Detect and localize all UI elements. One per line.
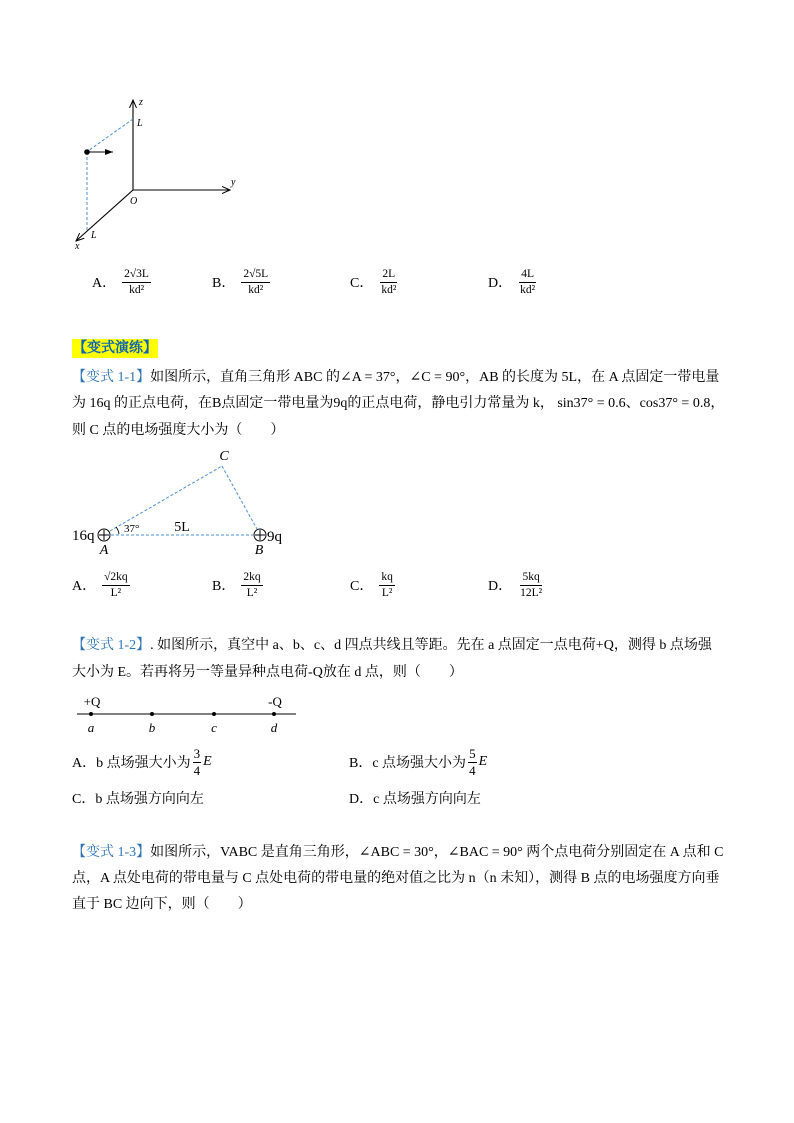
variant-1-2-line-2: 大小为 E。若再将另一等量异种点电荷-Q放在 d 点，则（ ）: [72, 665, 463, 680]
option-suffix: E: [203, 754, 212, 769]
fraction-denominator: L²: [110, 586, 122, 599]
variant-1-3-line-2: 点，A 点处电荷的带电量与 C 点处电荷的带电量的绝对值之比为 n（n 未知），测得 B 点的电场强度方向垂: [72, 871, 720, 886]
z-axis-label: z: [139, 97, 143, 108]
variant-1-1-option-d: [488, 570, 544, 600]
charge-a-label: 16q: [72, 528, 95, 544]
side-cb: [222, 466, 257, 529]
prev-option-b: [212, 267, 270, 297]
point-b-label: b: [148, 720, 156, 735]
option-fraction: [241, 268, 270, 297]
variant-1-1-option-c: [350, 570, 395, 600]
fraction-denominator: L²: [246, 586, 258, 599]
option-letter: D．: [488, 276, 513, 291]
fraction-denominator: kd²: [520, 283, 536, 296]
collinear-points-figure: [70, 690, 305, 738]
point-d-label: d: [270, 720, 278, 735]
prev-option-a: [92, 267, 151, 297]
option-fraction: [518, 268, 537, 297]
x-axis-label: x: [75, 241, 80, 252]
option-fraction: [468, 747, 477, 778]
point-a-dot: [89, 712, 93, 716]
variant-1-1-option-b: [212, 570, 263, 600]
angle-a-label: 37°: [124, 523, 140, 535]
option-suffix: E: [478, 754, 488, 769]
question-text: . 如图所示，真空中 a、b、c、d 四点共线且等距。先在 a 点固定一点电荷+Q，测得 b 点场强: [150, 638, 712, 653]
fraction-numerator: 5kq: [520, 571, 541, 586]
fraction-denominator: 4: [469, 762, 476, 778]
variant-1-1-line-2: 为 16q 的正点电荷，在B点固定一带电量为9q的正点电荷，静电引力常量为 k， sin37° = 0.6、cos37° = 0.8，: [72, 396, 725, 411]
fraction-numerator: 4L: [519, 268, 536, 283]
x-axis: [76, 190, 133, 241]
fraction-denominator: kd²: [248, 283, 264, 296]
fraction-numerator: 2√3L: [122, 268, 151, 283]
option-text: A．b 点场强大小为: [72, 756, 191, 771]
variant-1-2-line-1: [72, 636, 712, 656]
option-letter: C．: [350, 579, 374, 594]
point-a-label: a: [87, 720, 95, 735]
fraction-numerator: 2kq: [241, 571, 262, 586]
vertex-b-label: B: [254, 543, 264, 558]
origin-label: O: [130, 196, 138, 207]
variant-tag: 【变式 1-1】: [72, 370, 151, 385]
angle-a-arc: [116, 527, 119, 534]
variant-1-2-option-b: [349, 747, 487, 777]
fraction-denominator: kd²: [381, 283, 397, 296]
option-fraction: [379, 268, 398, 297]
charge-plus-q-label: +Q: [83, 694, 101, 709]
variant-tag: 【变式 1-2】: [72, 638, 151, 653]
point-b-dot: [150, 712, 154, 716]
option-letter: C．: [350, 276, 374, 291]
variant-1-3-line-3: 直于 BC 边向下，则（ ）: [72, 897, 252, 912]
variant-1-2-option-c: C．b 点场强方向向左: [72, 792, 204, 807]
option-fraction: [122, 268, 151, 297]
fraction-numerator: 3: [193, 745, 201, 761]
prev-option-d: [488, 267, 537, 297]
coordinate-axes-figure: [60, 90, 260, 260]
option-fraction: [102, 571, 130, 600]
point-d-dot: [272, 712, 276, 716]
question-text: 如图所示，直角三角形 ABC 的∠A = 37°，∠C = 90°，AB 的长度为 5L，在 A 点固定一带电量: [150, 370, 720, 385]
option-letter: A．: [72, 579, 97, 594]
fraction-numerator: 2L: [380, 268, 397, 283]
x-length-label: L: [91, 230, 97, 241]
variant-1-1-option-a: [72, 570, 130, 600]
fraction-numerator: kq: [379, 571, 395, 586]
fraction-numerator: √2kq: [102, 571, 130, 586]
fraction-numerator: 2√5L: [241, 268, 270, 283]
option-fraction: [193, 747, 202, 778]
fraction-numerator: 5: [469, 745, 476, 761]
y-axis-label: y: [231, 177, 236, 188]
option-fraction: [241, 571, 262, 600]
variant-1-1-line-1: [72, 368, 719, 388]
option-fraction: [379, 571, 395, 600]
fraction-denominator: 4: [193, 762, 201, 778]
variant-tag: 【变式 1-3】: [72, 845, 151, 860]
variant-1-2-option-d: D．c 点场强方向向左: [349, 792, 481, 807]
prev-option-c: [350, 267, 398, 297]
option-text: B．c 点场强大小为: [349, 756, 467, 771]
point-c-label: c: [211, 720, 217, 735]
side-ac: [110, 466, 222, 531]
dashed-line-to-z: [88, 119, 133, 151]
fraction-denominator: kd²: [129, 283, 145, 296]
charge-b-label: 9q: [267, 529, 282, 545]
option-letter: B．: [212, 276, 236, 291]
vertex-c-label: C: [219, 449, 229, 464]
fraction-denominator: 12L²: [520, 586, 543, 599]
charge-minus-q-label: -Q: [268, 694, 282, 709]
fraction-denominator: L²: [381, 586, 393, 599]
option-letter: B．: [212, 579, 236, 594]
side-ab-label: 5L: [174, 520, 190, 535]
option-fraction: [518, 571, 544, 600]
variant-1-2-option-a: [72, 747, 212, 777]
option-letter: A．: [92, 276, 117, 291]
option-letter: D．: [488, 579, 513, 594]
positive-charge-a-icon: [98, 529, 110, 541]
variant-1-3-line-1: [72, 843, 723, 863]
question-text: 如图所示，VABC 是直角三角形，∠ABC = 30°，∠BAC = 90° 两个点电荷分别固定在 A 点和 C: [150, 845, 724, 860]
positive-charge-b-icon: [254, 529, 266, 541]
right-triangle-figure: [60, 440, 300, 565]
variant-1-1-line-3: 则 C 点的电场强度大小为（ ）: [72, 423, 285, 438]
section-title: 【变式演练】: [73, 341, 157, 356]
point-c-dot: [212, 712, 216, 716]
z-length-label: L: [137, 118, 143, 129]
vertex-a-label: A: [99, 543, 109, 558]
